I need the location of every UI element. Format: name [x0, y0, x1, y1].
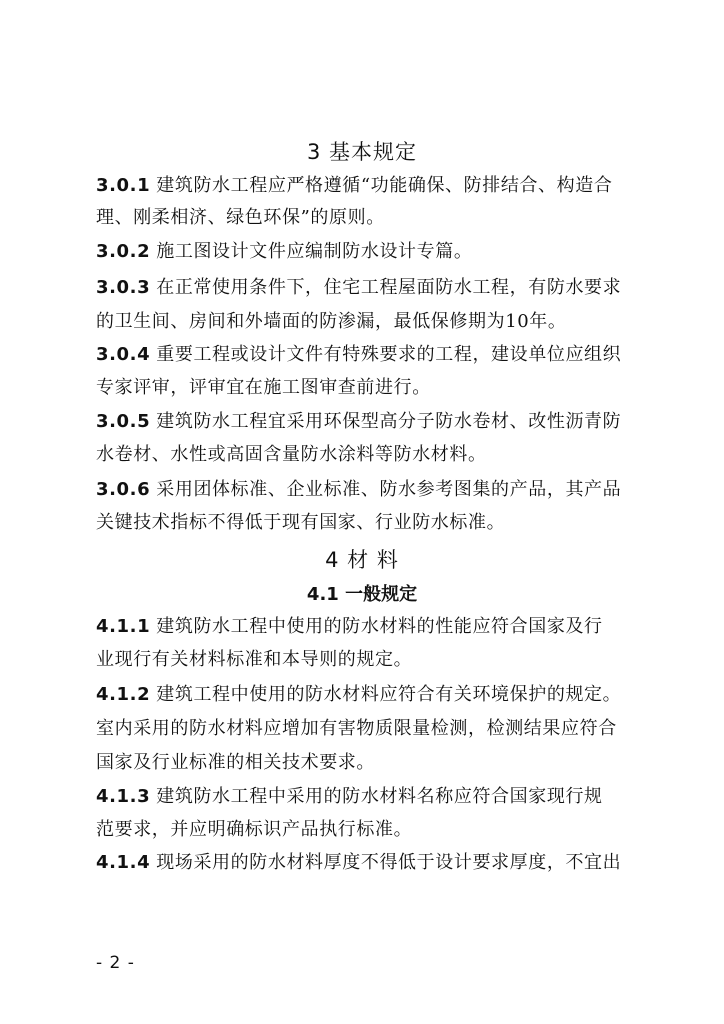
clause-3-0-1-line2: 理、刚柔相济、绿色环保”的原则。 [96, 207, 385, 228]
clause-number: 4.1.4 [96, 852, 151, 873]
clause-4-1-2-line1: 4.1.2 建筑工程中使用的防水材料应符合有关环境保护的规定。 [96, 684, 622, 705]
page-number: - 2 - [96, 953, 135, 973]
clause-number: 3.0.5 [96, 411, 151, 432]
clause-number: 3.0.4 [96, 344, 151, 365]
clause-3-0-4-line1: 3.0.4 重要工程或设计文件有特殊要求的工程，建设单位应组织 [96, 344, 622, 365]
clause-3-0-5-line1: 3.0.5 建筑防水工程宜采用环保型高分子防水卷材、改性沥青防 [96, 411, 622, 432]
clause-4-1-1-line1: 4.1.1 建筑防水工程中使用的防水材料的性能应符合国家及行 [96, 616, 603, 637]
clause-4-1-2-line3: 国家及行业标准的相关技术要求。 [96, 752, 375, 773]
clause-number: 3.0.3 [96, 277, 151, 298]
clause-number: 3.0.1 [96, 175, 151, 196]
clause-4-1-2-line2: 室内采用的防水材料应增加有害物质限量检测，检测结果应符合 [96, 718, 617, 739]
clause-3-0-3-line1: 3.0.3 在正常使用条件下，住宅工程屋面防水工程，有防水要求 [96, 277, 622, 298]
clause-4-1-1-line2: 业现行有关材料标准和本导则的规定。 [96, 649, 413, 670]
chapter-4-title: 4 材 料 [325, 548, 399, 572]
clause-3-0-3-line2: 的卫生间、房间和外墙面的防渗漏，最低保修期为10年。 [96, 311, 567, 332]
clause-3-0-6-line2: 关键技术指标不得低于现有国家、行业防水标准。 [96, 512, 506, 533]
chapter-3-title: 3 基本规定 [306, 140, 418, 164]
clause-number: 4.1.1 [96, 616, 151, 637]
clause-number: 3.0.2 [96, 241, 151, 262]
clause-number: 4.1.3 [96, 786, 151, 807]
clause-4-1-3-line1: 4.1.3 建筑防水工程中采用的防水材料名称应符合国家现行规 [96, 786, 603, 807]
section-4-1-title: 4.1 一般规定 [306, 584, 418, 605]
clause-4-1-3-line2: 范要求，并应明确标识产品执行标准。 [96, 819, 413, 840]
clause-3-0-1-line1: 3.0.1 建筑防水工程应严格遵循“功能确保、防排结合、构造合 [96, 175, 613, 196]
clause-number: 3.0.6 [96, 479, 151, 500]
clause-4-1-4-line1: 4.1.4 现场采用的防水材料厚度不得低于设计要求厚度，不宜出 [96, 852, 622, 873]
clause-3-0-6-line1: 3.0.6 采用团体标准、企业标准、防水参考图集的产品，其产品 [96, 479, 622, 500]
clause-3-0-2-line1: 3.0.2 施工图设计文件应编制防水设计专篇。 [96, 241, 473, 262]
clause-number: 4.1.2 [96, 684, 151, 705]
clause-3-0-5-line2: 水卷材、水性或高固含量防水涂料等防水材料。 [96, 444, 487, 465]
clause-3-0-4-line2: 专家评审，评审宜在施工图审查前进行。 [96, 377, 431, 398]
